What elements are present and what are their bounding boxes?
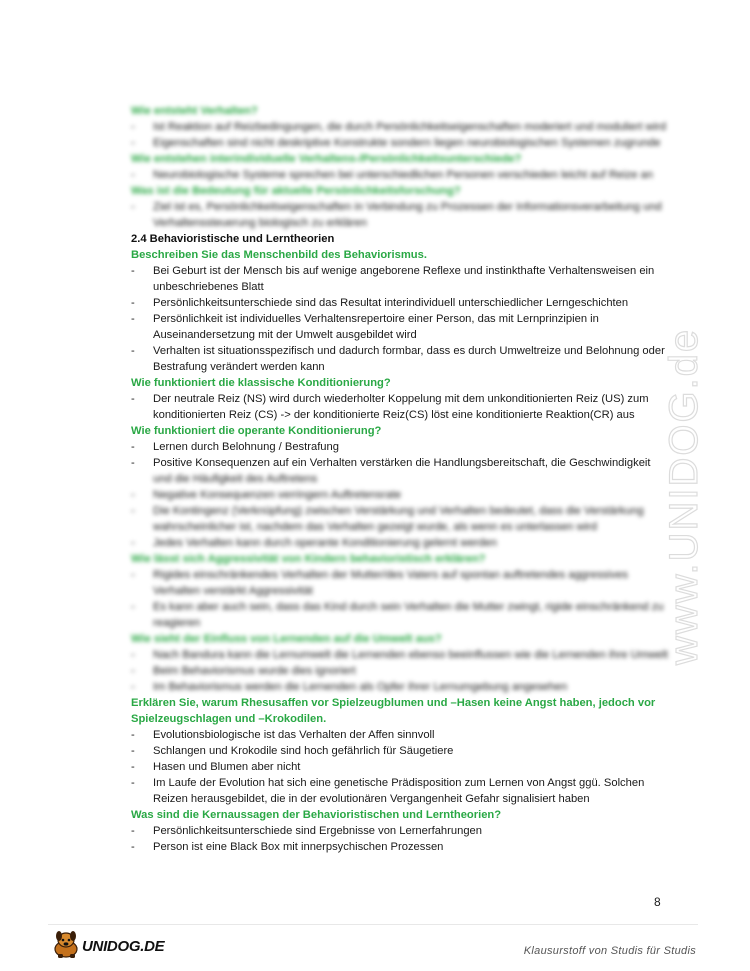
list-item: - Neurobiologische Systeme sprechen bei unterschiedlichen Personen verschieden leicht auf Reize an — [131, 169, 654, 181]
list-item-continuation: und die Häufigkeit des Auftretens — [153, 473, 318, 485]
question-heading: Beschreiben Sie das Menschenbild des Behaviorismus. — [131, 249, 427, 261]
list-item: - Persönlichkeitsunterschiede sind Ergebnisse von Lernerfahrungen — [131, 825, 482, 837]
bullet-dash: - — [131, 201, 135, 213]
bullet-dash: - — [131, 441, 135, 453]
bullet-dash: - — [131, 297, 135, 309]
list-item: - Der neutrale Reiz (NS) wird durch wiederholter Koppelung mit dem unkonditionierten Reiz (US) zum konditionierten Reiz (CS) -> der konditionierte Reiz(CS) löst eine konditionierte Reaktion(CR) aus — [131, 393, 649, 421]
question-heading: Wie funktioniert die operante Konditionierung? — [131, 425, 382, 437]
bullet-dash: - — [131, 169, 135, 181]
bullet-dash: - — [131, 457, 135, 469]
footer-tagline: Klausurstoff von Studis für Studis — [523, 945, 696, 957]
bullet-dash: - — [131, 121, 135, 133]
bullet-dash: - — [131, 137, 135, 149]
watermark — [655, 255, 715, 675]
list-item: - Evolutionsbiologische ist das Verhalten der Affen sinnvoll — [131, 729, 435, 741]
blurred-top-section — [131, 103, 671, 231]
bullet-dash: - — [131, 649, 135, 661]
list-item: - Ziel ist es, Persönlichkeitseigenschaften in Verbindung zu Prozessen der Informationsverarbeitung und Verhaltenssteuerung biologisch zu erklären — [131, 201, 662, 229]
bullet-dash: - — [131, 489, 135, 501]
unidog-logo — [50, 930, 180, 960]
question-heading: Was ist die Bedeutung für aktuelle Persönlichkeitsforschung? — [131, 185, 461, 197]
list-item: - Die Kontingenz (Verknüpfung) zwischen Verstärkung und Verhalten bedeutet, dass die Verstärkung wahrscheinlicher ist, nachdem das Verhalten gezeigt wurde, als wenn es unterlassen wird — [131, 505, 644, 533]
list-item: - Jedes Verhalten kann durch operante Konditionierung gelernt werden — [131, 537, 497, 549]
list-item: - Schlangen und Krokodile sind hoch gefährlich für Säugetiere — [131, 745, 454, 757]
list-item: - Negative Konsequenzen verringern Auftretensrate — [131, 489, 402, 501]
bullet-dash: - — [131, 729, 135, 741]
bullet-dash: - — [131, 537, 135, 549]
question-heading: Was sind die Kernaussagen der Behavioristischen und Lerntheorien? — [131, 809, 502, 821]
list-item: - Bei Geburt ist der Mensch bis auf wenige angeborene Reflexe und instinkthafte Verhaltensweisen ein unbeschriebenes Blatt — [131, 265, 655, 293]
logo-text: UNIDOG.DE — [82, 938, 165, 955]
bullet-dash: - — [131, 393, 135, 405]
bullet-dash: - — [131, 745, 135, 757]
list-item: - Eigenschaften sind nicht deskriptive Konstrukte sondern liegen neurobiologischen Systemen zugrunde — [131, 137, 661, 149]
list-item: - Persönlichkeit ist individuelles Verhaltensrepertoire einer Person, das mit Lernprinzipien in Auseinandersetzung mit der Umwelt ausgebildet wird — [131, 313, 599, 341]
document-body — [131, 103, 671, 855]
section-heading: 2.4 Behavioristische und Lerntheorien — [131, 233, 335, 245]
bullet-dash: - — [131, 313, 135, 325]
list-item: - Verhalten ist situationsspezifisch und dadurch formbar, dass es durch Umweltreize und Belohnung oder Bestrafung verändert werden kann — [131, 345, 665, 373]
list-item: - Beim Behaviorismus wurde dies ignoriert — [131, 665, 356, 677]
bullet-dash: - — [131, 681, 135, 693]
question-heading: Wie entstehen interindividuelle Verhaltens-/Persönlichkeitsunterschiede? — [131, 153, 522, 165]
footer-divider — [48, 924, 698, 925]
bullet-dash: - — [131, 345, 135, 357]
bullet-dash: - — [131, 265, 135, 277]
bullet-dash: - — [131, 777, 135, 789]
blurred-middle-section — [131, 471, 671, 695]
dog-icon — [50, 930, 86, 960]
bullet-dash: - — [131, 505, 135, 517]
list-item: - Lernen durch Belohnung / Bestrafung — [131, 441, 339, 453]
bullet-dash: - — [131, 665, 135, 677]
question-heading: Erklären Sie, warum Rhesusaffen vor Spielzeugblumen und –Hasen keine Angst haben, jedoch vor Spielzeugschlagen und –Krokodilen. — [131, 697, 656, 725]
list-item: - Ist Reaktion auf Reizbedingungen, die durch Persönlichkeitseigenschaften moderiert und moduliert wird — [131, 121, 667, 133]
question-heading: Wie sieht der Einfluss von Lernenden auf die Umwelt aus? — [131, 633, 442, 645]
list-item: - Im Laufe der Evolution hat sich eine genetische Prädisposition zum Lernen von Angst ggü. Solchen Reizen herausgebildet, die in der evolutionären Vergangenheit Gefahr signalisiert haben — [131, 777, 645, 805]
bullet-dash: - — [131, 825, 135, 837]
list-item: - Hasen und Blumen aber nicht — [131, 761, 301, 773]
list-item: - Es kann aber auch sein, dass das Kind durch sein Verhalten die Mutter zwingt, rigide einschränkend zu reagieren — [131, 601, 664, 629]
watermark-text: www.UNIDOG.de — [662, 327, 706, 665]
list-item: - Person ist eine Black Box mit innerpsychischen Prozessen — [131, 841, 444, 853]
list-item: - Persönlichkeitsunterschiede sind das Resultat interindividuell unterschiedlicher Lerngeschichten — [131, 297, 629, 309]
bullet-dash: - — [131, 761, 135, 773]
bullet-dash: - — [131, 601, 135, 613]
list-item: - Nach Bandura kann die Lernumwelt die Lernenden ebenso beeinflussen wie die Lernenden ihre Umwelt — [131, 649, 668, 661]
bullet-dash: - — [131, 569, 135, 581]
list-item: - Rigides einschränkendes Verhalten der Mutter/des Vaters auf spontan auftretendes aggressives Verhalten verstärkt Aggressivität — [131, 569, 628, 597]
list-item: - Im Behaviorismus werden die Lernenden als Opfer ihrer Lernumgebung angesehen — [131, 681, 568, 693]
bullet-dash: - — [131, 841, 135, 853]
question-heading: Wie lässt sich Aggressivität von Kindern behavioristisch erklären? — [131, 553, 486, 565]
list-item: - Positive Konsequenzen auf ein Verhalten verstärken die Handlungsbereitschaft, die Geschwindigkeit — [131, 457, 651, 469]
page-number: 8 — [654, 895, 661, 909]
question-heading: Wie entsteht Verhalten? — [131, 105, 258, 117]
question-heading: Wie funktioniert die klassische Konditionierung? — [131, 377, 391, 389]
